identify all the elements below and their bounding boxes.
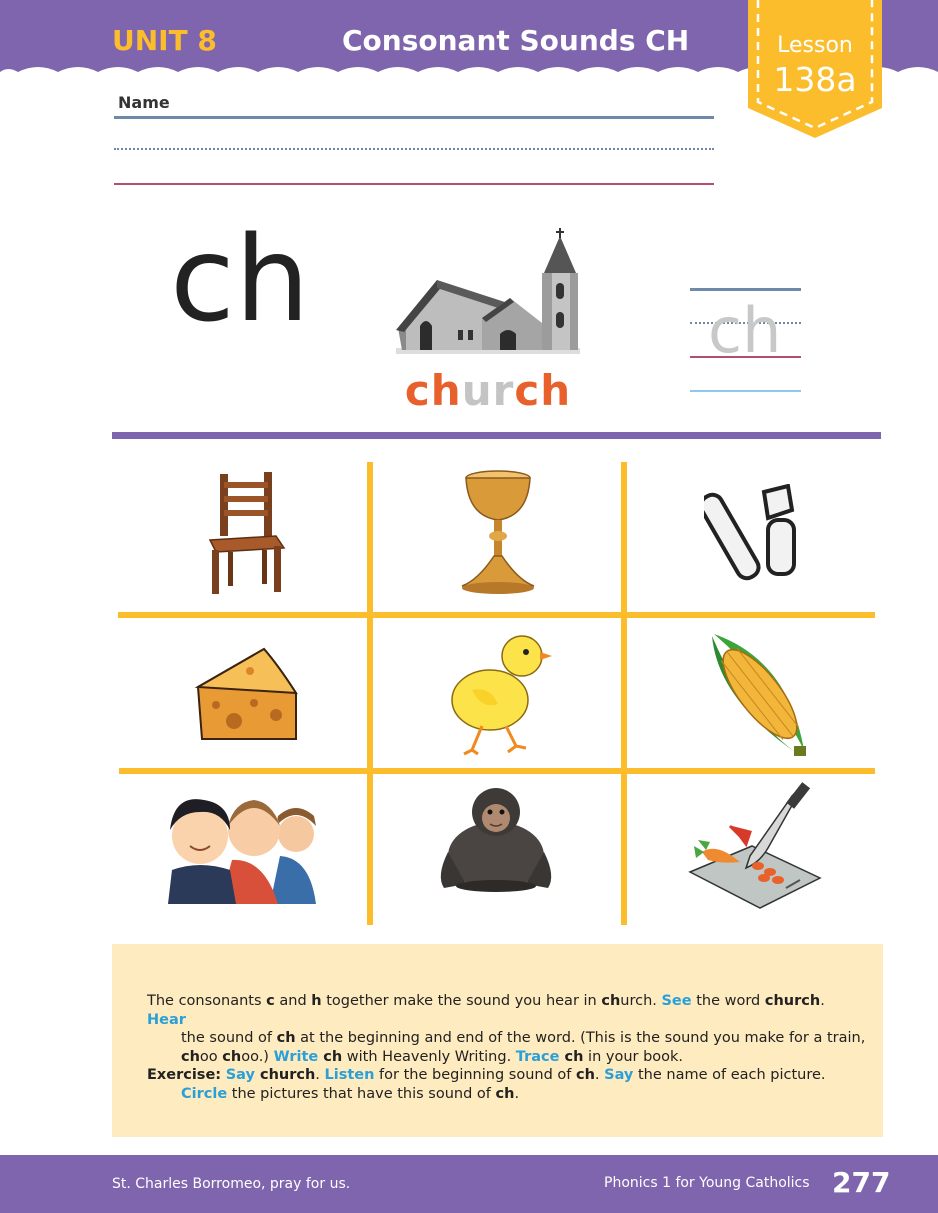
trace-letters[interactable]: ch bbox=[708, 294, 782, 367]
church-word-ur: ur bbox=[461, 366, 515, 415]
footer-book-title: Phonics 1 for Young Catholics bbox=[604, 1175, 810, 1191]
hero-letters: ch bbox=[170, 210, 310, 348]
instr-bold: ch bbox=[575, 1067, 595, 1083]
instr-text: the name of each picture. bbox=[633, 1067, 826, 1083]
corn-picture[interactable] bbox=[708, 630, 810, 758]
instr-bold: h bbox=[311, 993, 322, 1009]
instr-line-4 bbox=[147, 1066, 867, 1085]
instr-bold: ch bbox=[601, 993, 621, 1009]
instr-text: the pictures that have this sound of bbox=[227, 1085, 496, 1102]
name-label: Name bbox=[118, 93, 170, 112]
chair-picture[interactable] bbox=[206, 470, 288, 598]
chalk-picture[interactable] bbox=[704, 484, 810, 582]
instr-action-see: See bbox=[661, 993, 692, 1009]
instr-text: the sound of bbox=[181, 1030, 277, 1046]
instructions-box bbox=[112, 944, 883, 1137]
chop-picture[interactable] bbox=[688, 782, 822, 910]
instr-bold: ch bbox=[318, 1048, 343, 1065]
footer-bar bbox=[0, 1155, 938, 1213]
instr-text: together make the sound you hear in bbox=[321, 993, 602, 1009]
lesson-label: Lesson bbox=[777, 33, 853, 58]
chalice-picture[interactable] bbox=[458, 470, 538, 596]
cheese-picture[interactable] bbox=[194, 643, 300, 745]
instr-text: urch. bbox=[620, 993, 662, 1009]
instr-text: . bbox=[315, 1067, 325, 1083]
church-word-ch2: ch bbox=[514, 366, 572, 415]
instr-line-5 bbox=[147, 1085, 867, 1104]
instr-bold: church bbox=[254, 1067, 316, 1083]
instr-action-say: Say bbox=[225, 1067, 255, 1083]
children-picture[interactable] bbox=[160, 786, 324, 908]
footer-prayer: St. Charles Borromeo, pray for us. bbox=[112, 1176, 351, 1192]
chick-picture[interactable] bbox=[442, 630, 554, 756]
instr-text: The consonants bbox=[147, 993, 267, 1009]
instr-bold: ch bbox=[222, 1048, 242, 1065]
instr-text: oo bbox=[199, 1048, 223, 1065]
instr-text: . bbox=[820, 993, 825, 1009]
instr-line-2 bbox=[147, 1029, 867, 1048]
instr-text: . bbox=[514, 1085, 520, 1102]
instr-bold: ch bbox=[181, 1048, 200, 1065]
instr-text: oo.) bbox=[241, 1048, 274, 1065]
instr-text: and bbox=[274, 993, 312, 1009]
instr-action-trace: Trace bbox=[515, 1048, 560, 1065]
unit-label: UNIT 8 bbox=[112, 24, 217, 57]
instr-bold: c bbox=[266, 993, 275, 1009]
instr-bold: church bbox=[764, 993, 821, 1009]
instr-bold: ch bbox=[495, 1085, 515, 1102]
page-title: Consonant Sounds CH bbox=[342, 24, 690, 57]
chimpanzee-picture[interactable] bbox=[432, 782, 560, 894]
instr-action-hear: Hear bbox=[147, 1011, 186, 1028]
instr-text: in your book. bbox=[583, 1048, 684, 1065]
instr-text: . bbox=[594, 1067, 605, 1083]
church-word-ch1: ch bbox=[404, 366, 462, 415]
instr-text: the word bbox=[691, 993, 765, 1009]
instr-bold: ch bbox=[276, 1030, 296, 1046]
instr-action-circle: Circle bbox=[181, 1085, 228, 1102]
instr-text: at the beginning and end of the word. (This is the sound you make for a train, bbox=[295, 1030, 866, 1046]
instr-text: with Heavenly Writing. bbox=[342, 1048, 516, 1065]
instr-action-write: Write bbox=[273, 1048, 319, 1065]
instr-action-say: Say bbox=[604, 1067, 634, 1083]
instr-bold: ch bbox=[559, 1048, 584, 1065]
instructions-text bbox=[147, 992, 867, 1103]
instr-line-3 bbox=[147, 1048, 867, 1067]
lesson-number: 138a bbox=[773, 60, 857, 99]
instr-exercise-label: Exercise: bbox=[147, 1067, 222, 1083]
instr-text: for the beginning sound of bbox=[374, 1067, 576, 1083]
page-number: 277 bbox=[832, 1166, 891, 1199]
instr-action-listen: Listen bbox=[324, 1067, 375, 1083]
